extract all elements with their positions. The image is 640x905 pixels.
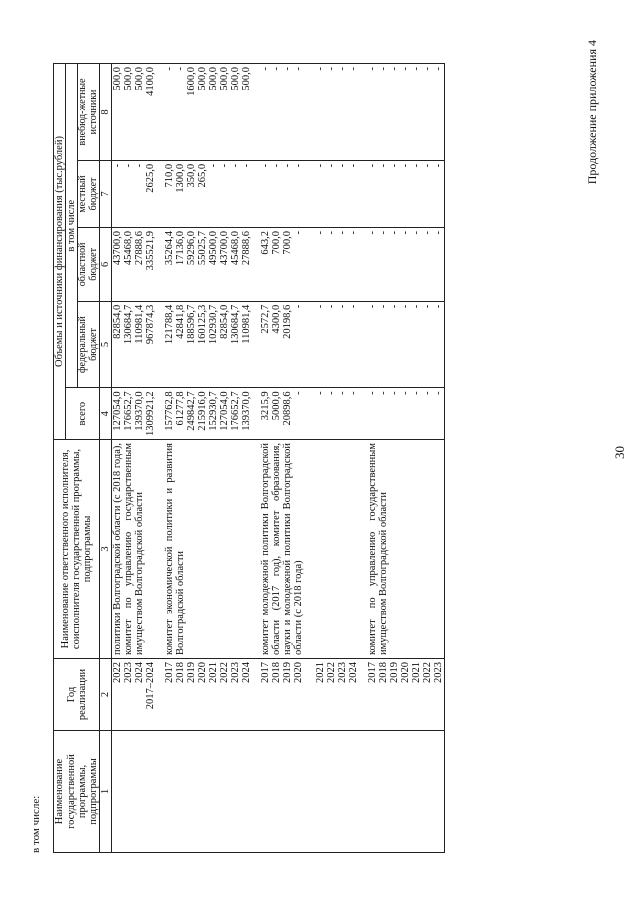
regional-cell: 43700,0 45468,0 27888,6 335521,9 <box>112 228 157 302</box>
local-cell: - - - - - - - <box>367 160 445 227</box>
total-cell: 157762,8 61277,8 249842,7 215916,0 152930,7 127054,0 176652,7 139370,0 <box>164 388 252 440</box>
table-row <box>260 64 359 853</box>
local-cell: - - - - - - - - <box>260 160 359 227</box>
header-extra: внебюд-жетные источники <box>78 64 100 161</box>
executor-cell: комитет по управлению государственным имуществом Волгоградской области <box>367 440 445 659</box>
header-total: всего <box>66 388 100 440</box>
local-cell: 710,0 1300,0 350,0 265,0 - - - - <box>164 160 252 227</box>
continuation-title: Продолжение приложения 4 <box>585 40 599 185</box>
years-cell: 2017 2018 2019 2020 2021 2022 2023 2024 <box>164 659 252 731</box>
regional-cell: 35264,4 17136,0 59296,0 55025,7 49500,0 43700,0 45468,0 27888,6 <box>164 228 252 302</box>
table-body <box>112 64 445 853</box>
table-row <box>367 64 445 853</box>
table-row <box>112 64 157 853</box>
col-num-4: 4 <box>100 388 112 440</box>
header-program-name: Наименование государственной программы, подпрограммы <box>54 731 100 853</box>
col-num-3: 3 <box>100 440 112 659</box>
col-num-5: 5 <box>100 301 112 388</box>
executor-cell: комитет экономической политики и развития Волгоградской области <box>164 440 252 659</box>
extra-cell: - - - - - - - - <box>260 64 359 161</box>
regional-cell: 643,2 700,0 700,0 - - - - - <box>260 228 359 302</box>
federal-cell: 121788,4 42841,8 188596,7 160125,3 102930,7 82854,0 130684,7 110981,4 <box>164 301 252 388</box>
table-header <box>54 64 112 853</box>
extra-cell: 500,0 500,0 500,0 4100,0 <box>112 64 157 161</box>
financing-table <box>53 63 445 853</box>
header-federal: федеральный бюджет <box>78 301 100 388</box>
header-executor: Наименование ответственного исполнителя, соисполнителя государственной программы, подпрограммы <box>54 440 100 659</box>
header-regional: областной бюджет <box>78 228 100 302</box>
header-funding: Объемы и источники финансирования (тыс.рублей) <box>54 64 66 440</box>
col-num-7: 7 <box>100 160 112 227</box>
federal-cell: 2572,7 4300,0 20198,6 - - - - - <box>260 301 359 388</box>
executor-cell: комитет молодежной политики Волгоградской области (2017 год), комитет образования, науки и молодежной политики Волгоградской области (с 2018 года) <box>260 440 359 659</box>
federal-cell: - - - - - - - <box>367 301 445 388</box>
total-cell: 3215,9 5000,0 20898,6 - - - - - <box>260 388 359 440</box>
col-num-8: 8 <box>100 64 112 161</box>
in-total-label: в том числе: <box>30 795 42 853</box>
years-cell: 2022 2023 2024 2017–2024 <box>112 659 157 731</box>
col-num-1: 1 <box>100 731 112 853</box>
federal-cell: 82854,0 130684,7 110981,4 967874,3 <box>112 301 157 388</box>
years-cell: 2017 2018 2019 2020 2021 2022 2023 2024 <box>260 659 359 731</box>
total-cell: - - - - - - - <box>367 388 445 440</box>
page-number: 30 <box>612 446 627 459</box>
total-cell: 127054,0 176652,7 139370,0 1309921,2 <box>112 388 157 440</box>
local-cell: - - - 2625,0 <box>112 160 157 227</box>
table-row <box>164 64 252 853</box>
col-num-6: 6 <box>100 228 112 302</box>
executor-cell: политики Волгоградской области (с 2018 года), комитет по управлению государственным имуществом Волгоградской области <box>112 440 157 659</box>
col-num-2: 2 <box>100 659 112 731</box>
header-year: Год реализации <box>54 659 100 731</box>
header-local: местный бюджет <box>78 160 100 227</box>
years-cell: 2017 2018 2019 2020 2021 2022 2023 <box>367 659 445 731</box>
header-including: в том числе <box>66 64 78 388</box>
extra-cell: - - - - - - - <box>367 64 445 161</box>
extra-cell: - - 1600,0 500,0 500,0 500,0 500,0 500,0 <box>164 64 252 161</box>
regional-cell: - - - - - - - <box>367 228 445 302</box>
